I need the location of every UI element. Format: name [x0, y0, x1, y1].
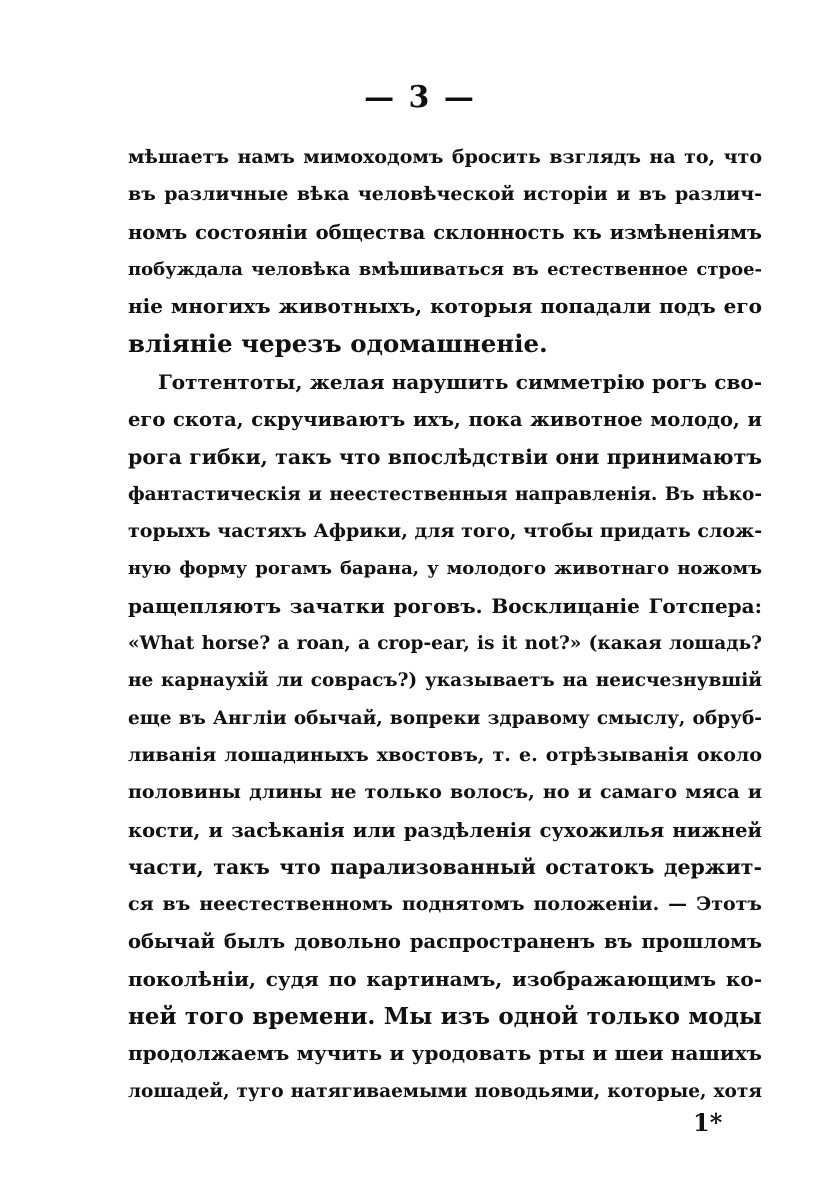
- text-line: ливанія лошадиныхъ хвостовъ, т. е. отрѣзыванія около: [128, 743, 762, 766]
- text-line: ней того времени. Мы изъ одной только моды: [128, 1003, 762, 1031]
- text-line: мѣшаетъ намъ мимоходомъ бросить взглядъ на то, что: [128, 146, 762, 168]
- text-line: фантастическія и неестественныя направленія. Въ нѣко-: [128, 483, 762, 505]
- text-line: вліяніе черезъ одомашненіе.: [128, 329, 548, 359]
- text-line: въ различные вѣка человѣческой исторіи и въ различ-: [128, 183, 762, 206]
- text-line: ніе многихъ животныхъ, которыя попадали подъ его: [128, 294, 762, 319]
- paragraph-2: [128, 364, 762, 1110]
- page-number: — 3 —: [364, 80, 476, 115]
- text-line: «What horse? a roan, a crop-ear, is it not?» (какая лошадь?: [128, 633, 762, 655]
- text-line: Готтентоты, желая нарушить симметрію рогъ сво-: [158, 370, 762, 394]
- text-line: части, такъ что парализованный остатокъ держит-: [128, 854, 762, 879]
- text-line: не карнаухій ли соврасъ?) указываетъ на неисчезнувшій: [128, 670, 762, 692]
- text-line: торыхъ частяхъ Африки, для того, чтобы придать слож-: [128, 520, 763, 543]
- text-line: продолжаемъ мучить и уродовать рты и шеи нашихъ: [128, 1041, 762, 1066]
- text-line: его скота, скручиваютъ ихъ, пока животное молодо, и: [128, 408, 762, 432]
- text-line: ращепляютъ зачатки роговъ. Восклицаніе Готспера:: [128, 593, 762, 618]
- text-line: поколѣніи, судя по картинамъ, изображающимъ ко-: [128, 966, 762, 991]
- signature-mark: 1*: [693, 1108, 723, 1137]
- text-line: ся въ неестественномъ поднятомъ положеніи. — Этотъ: [128, 893, 762, 916]
- text-line: кости, и засѣканія или раздѣленія сухожилья нижней: [128, 818, 762, 842]
- text-line: рога гибки, такъ что впослѣдствіи они принимаютъ: [128, 444, 762, 469]
- text-line: половины длины не только волосъ, но и самаго мяса и: [128, 781, 762, 804]
- text-line: еще въ Англіи обычай, вопреки здравому смыслу, обруб-: [128, 707, 762, 729]
- paragraph-1: [128, 139, 762, 363]
- text-line: обычай былъ довольно распространенъ въ прошломъ: [128, 930, 762, 954]
- text-line: побуждала человѣка вмѣшиваться въ естественное строе-: [128, 258, 762, 280]
- text-line: ную форму рогамъ барана, у молодого животнаго ножомъ: [128, 558, 762, 580]
- text-line: лошадей, туго натягиваемыми поводьями, которые, хотя: [128, 1080, 762, 1102]
- text-line: номъ состояніи общества склонность къ измѣненіямъ: [128, 220, 762, 244]
